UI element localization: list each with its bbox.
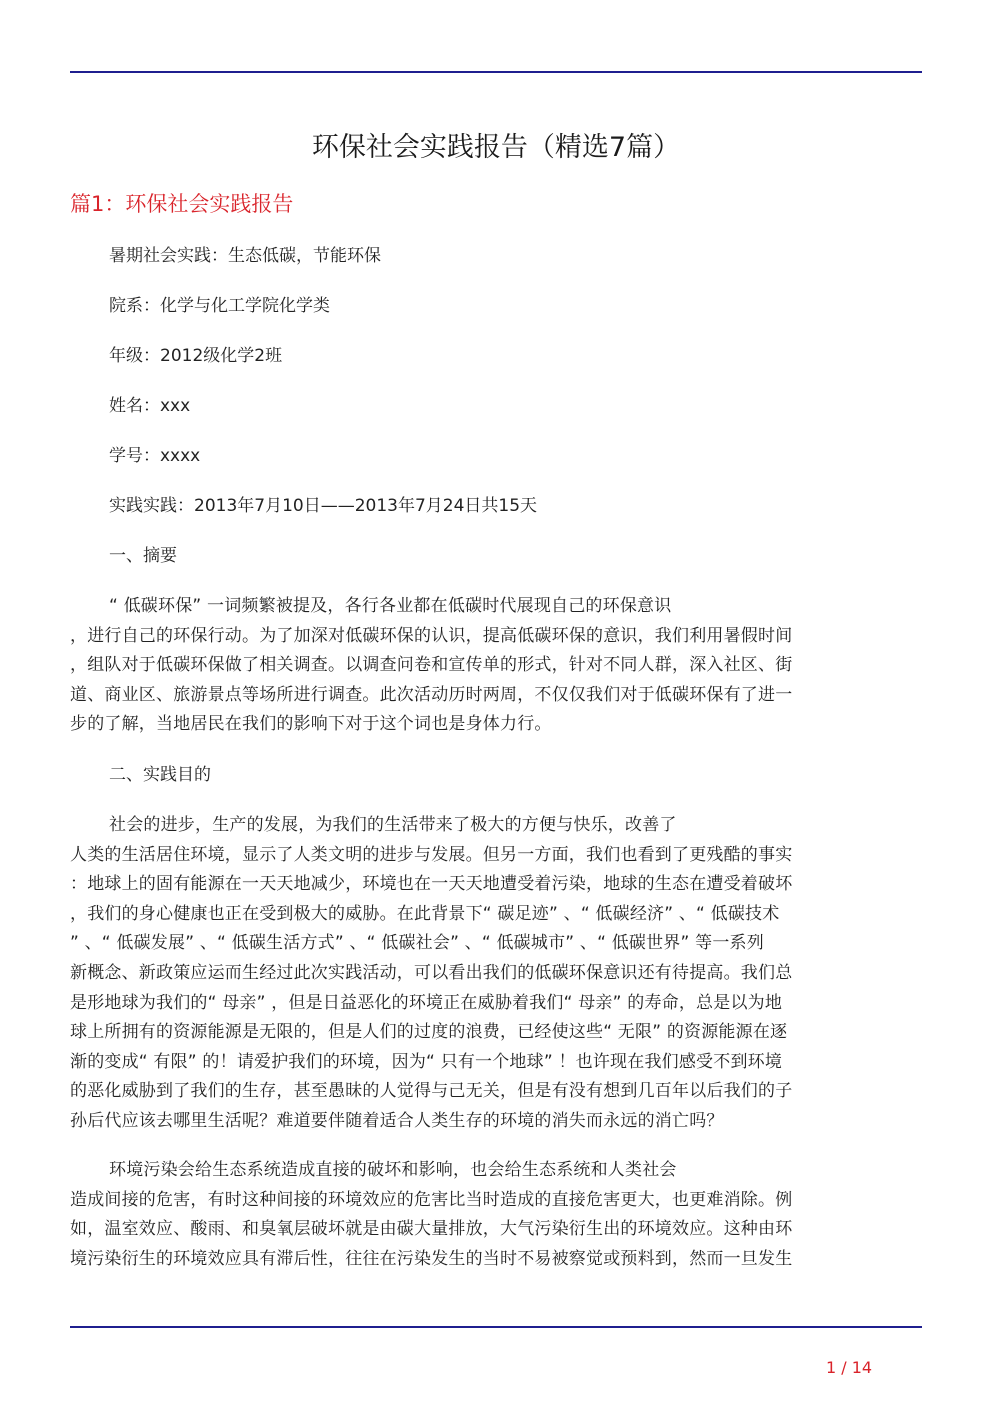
paragraph-line: 是形地球为我们的“ 母亲” ，但是日益恶化的环境正在威胁着我们“ 母亲” 的寿命，总是以为地 [70,992,783,1013]
paragraph-line: 如，温室效应、酸雨、和臭氧层破坏就是由碳大量排放，大气污染衍生出的环境效应。这种由环 [70,1219,793,1240]
paragraph-line: 境污染衍生的环境效应具有滞后性，往往在污染发生的当时不易被察觉或预料到，然而一旦发生 [70,1248,793,1269]
page-number: 1 / 14 [826,1358,873,1377]
section-heading: 篇1：环保社会实践报告 [70,192,294,216]
paragraph-line: 道、商业区、旅游景点等场所进行调查。此次活动历时两周，不仅仅我们对于低碳环保有了进一 [70,684,793,705]
paragraph-line: 环境污染会给生态系统造成直接的破坏和影响，也会给生态系统和人类社会 [109,1160,677,1180]
field-department: 院系：化学与化工学院化学类 [109,296,330,316]
paragraph-line: 新概念、新政策应运而生经过此次实践活动，可以看出我们的低碳环保意识还有待提高。我们总 [70,962,793,983]
pollution-paragraph [70,1156,922,1274]
paragraph-line: “ 低碳环保” 一词频繁被提及，各行各业都在低碳时代展现自己的环保意识 [109,596,672,616]
field-name: 姓名：xxx [109,396,191,416]
paragraph-line: ，进行自己的环保行动。为了加深对低碳环保的认识，提高低碳环保的意识，我们利用暑假时间 [70,625,793,646]
paragraph-line: 步的了解，当地居民在我们的影响下对于这个词也是身体力行。 [70,714,552,735]
purpose-paragraph [70,811,922,1137]
field-student-id: 学号：xxxx [109,446,201,466]
footer-rule [70,1326,922,1328]
document-title: 环保社会实践报告（精选7篇） [311,132,681,163]
field-theme: 暑期社会实践：生态低碳，节能环保 [109,246,381,266]
paragraph-line: 孙后代应该去哪里生活呢？难道要伴随着适合人类生存的环境的消失而永远的消亡吗？ [70,1110,724,1131]
paragraph-line: ，我们的身心健康也正在受到极大的威胁。在此背景下“ 碳足迹” 、“ 低碳经济” 、“ 低碳技术 [70,903,780,924]
purpose-heading: 二、实践目的 [109,765,211,785]
paragraph-line: ，组队对于低碳环保做了相关调查。以调查问卷和宣传单的形式，针对不同人群，深入社区、街 [70,655,793,676]
summary-heading: 一、摘要 [109,546,177,566]
header-rule [70,71,922,73]
paragraph-line: 人类的生活居住环境，显示了人类文明的进步与发展。但另一方面，我们也看到了更残酷的事实 [70,844,793,865]
paragraph-line: 渐的变成“ 有限” 的！请爱护我们的环境，因为“ 只有一个地球” ！也许现在我们感受不到环境 [70,1051,783,1072]
paragraph-line: 造成间接的危害，有时这种间接的环境效应的危害比当时造成的直接危害更大，也更难消除。例 [70,1189,793,1210]
field-period: 实践实践：2013年7月10日——2013年7月24日共15天 [109,496,538,516]
field-grade: 年级：2012级化学2班 [109,346,283,366]
paragraph-line: 社会的进步，生产的发展，为我们的生活带来了极大的方便与快乐，改善了 [109,815,677,835]
paragraph-line: 球上所拥有的资源能源是无限的，但是人们的过度的浪费，已经使这些“ 无限” 的资源能源在逐 [70,1022,788,1043]
paragraph-line: ：地球上的固有能源在一天天地减少，环境也在一天天地遭受着污染，地球的生态在遭受着破坏 [70,874,793,895]
summary-paragraph [70,592,922,740]
paragraph-line: 的恶化威胁到了我们的生存，甚至愚昧的人觉得与己无关，但是有没有想到几百年以后我们的子 [70,1081,793,1102]
paragraph-line: ” 、“ 低碳发展” 、“ 低碳生活方式” 、“ 低碳社会” 、“ 低碳城市” 、“ 低碳世界” 等一系列 [70,933,764,954]
